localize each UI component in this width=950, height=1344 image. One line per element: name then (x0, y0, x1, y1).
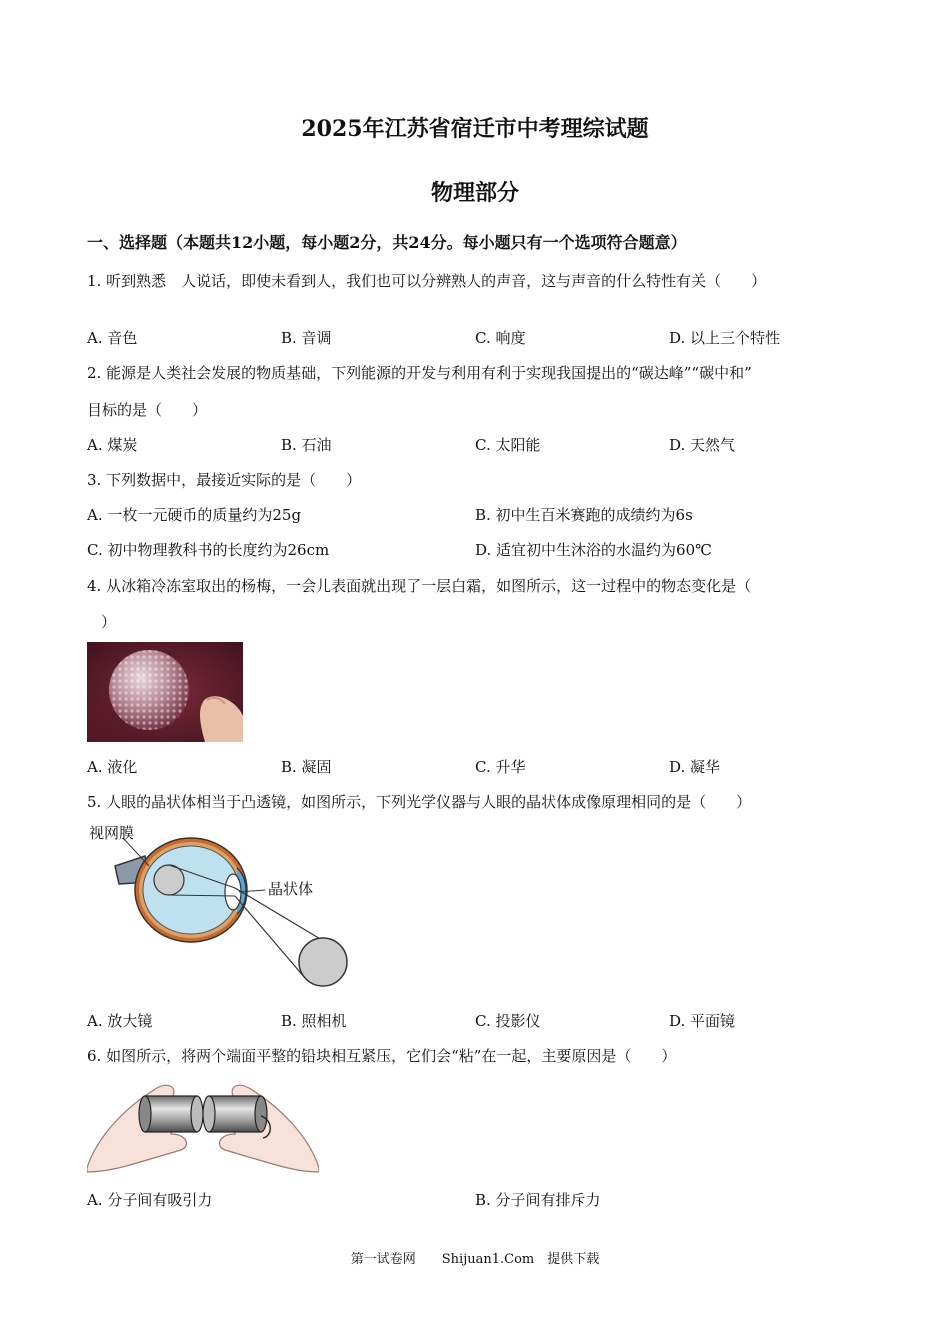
question-6-option-a: A. 分子间有吸引力 (87, 1191, 213, 1209)
question-1-stem: 1. 听到熟悉 人说话，即使未看到人，我们也可以分辨熟人的声音，这与声音的什么特性有关（ ） (87, 272, 767, 290)
lens-label: 晶状体 (268, 880, 314, 898)
question-3-option-a: A. 一枚一元硬币的质量约为25g (87, 506, 302, 524)
question-4-stem-line1: 4. 从冰箱冷冻室取出的杨梅，一会儿表面就出现了一层白霜，如图所示，这一过程中的物态变化是（ (87, 577, 752, 595)
document-title: 2025年江苏省宿迁市中考理综试题 (301, 116, 649, 142)
question-5-option-b: B. 照相机 (281, 1012, 347, 1030)
question-4-option-b: B. 凝固 (281, 758, 332, 776)
question-4-stem-line2: ） (101, 613, 117, 631)
frosted-bayberry-photo (87, 642, 243, 742)
document-subtitle: 物理部分 (430, 180, 519, 206)
question-1-option-b: B. 音调 (281, 329, 332, 347)
question-4-option-c: C. 升华 (475, 758, 526, 776)
question-2-option-b: B. 石油 (281, 436, 332, 454)
eye-lens-diagram (87, 818, 357, 994)
question-6-stem: 6. 如图所示，将两个端面平整的铅块相互紧压，它们会“粘”在一起，主要原因是（ ） (87, 1047, 677, 1065)
question-2-option-d: D. 天然气 (669, 436, 736, 454)
lead-blocks-hands-figure (87, 1076, 319, 1174)
question-2-stem-line1: 2. 能源是人类社会发展的物质基础，下列能源的开发与利用有利于实现我国提出的“碳达峰”“碳中和” (87, 364, 752, 382)
question-3-option-b: B. 初中生百米赛跑的成绩约为6s (475, 506, 693, 524)
question-3-option-c: C. 初中物理教科书的长度约为26cm (87, 541, 330, 559)
question-5-stem: 5. 人眼的晶状体相当于凸透镜，如图所示，下列光学仪器与人眼的晶状体成像原理相同的是（ ） (87, 793, 752, 811)
question-6-option-b: B. 分子间有排斥力 (475, 1191, 601, 1209)
question-5-option-c: C. 投影仪 (475, 1012, 541, 1030)
question-5-option-a: A. 放大镜 (87, 1012, 153, 1030)
question-1-option-d: D. 以上三个特性 (669, 329, 781, 347)
page-footer: 第一试卷网 Shijuan1.Com 提供下载 (350, 1252, 600, 1267)
question-4-option-a: A. 液化 (87, 758, 138, 776)
question-2-stem-line2: 目标的是（ ） (87, 401, 208, 419)
question-1-option-c: C. 响度 (475, 329, 526, 347)
question-2-option-c: C. 太阳能 (475, 436, 541, 454)
section-heading: 一、选择题（本题共12小题，每小题2分，共24分。每小题只有一个选项符合题意） (87, 233, 687, 252)
question-3-option-d: D. 适宜初中生沐浴的水温约为60℃ (475, 541, 712, 559)
question-1-option-a: A. 音色 (87, 329, 138, 347)
question-4-option-d: D. 凝华 (669, 758, 721, 776)
question-3-stem: 3. 下列数据中，最接近实际的是（ ） (87, 471, 362, 489)
retina-label: 视网膜 (89, 824, 135, 842)
question-2-option-a: A. 煤炭 (87, 436, 138, 454)
question-5-option-d: D. 平面镜 (669, 1012, 736, 1030)
